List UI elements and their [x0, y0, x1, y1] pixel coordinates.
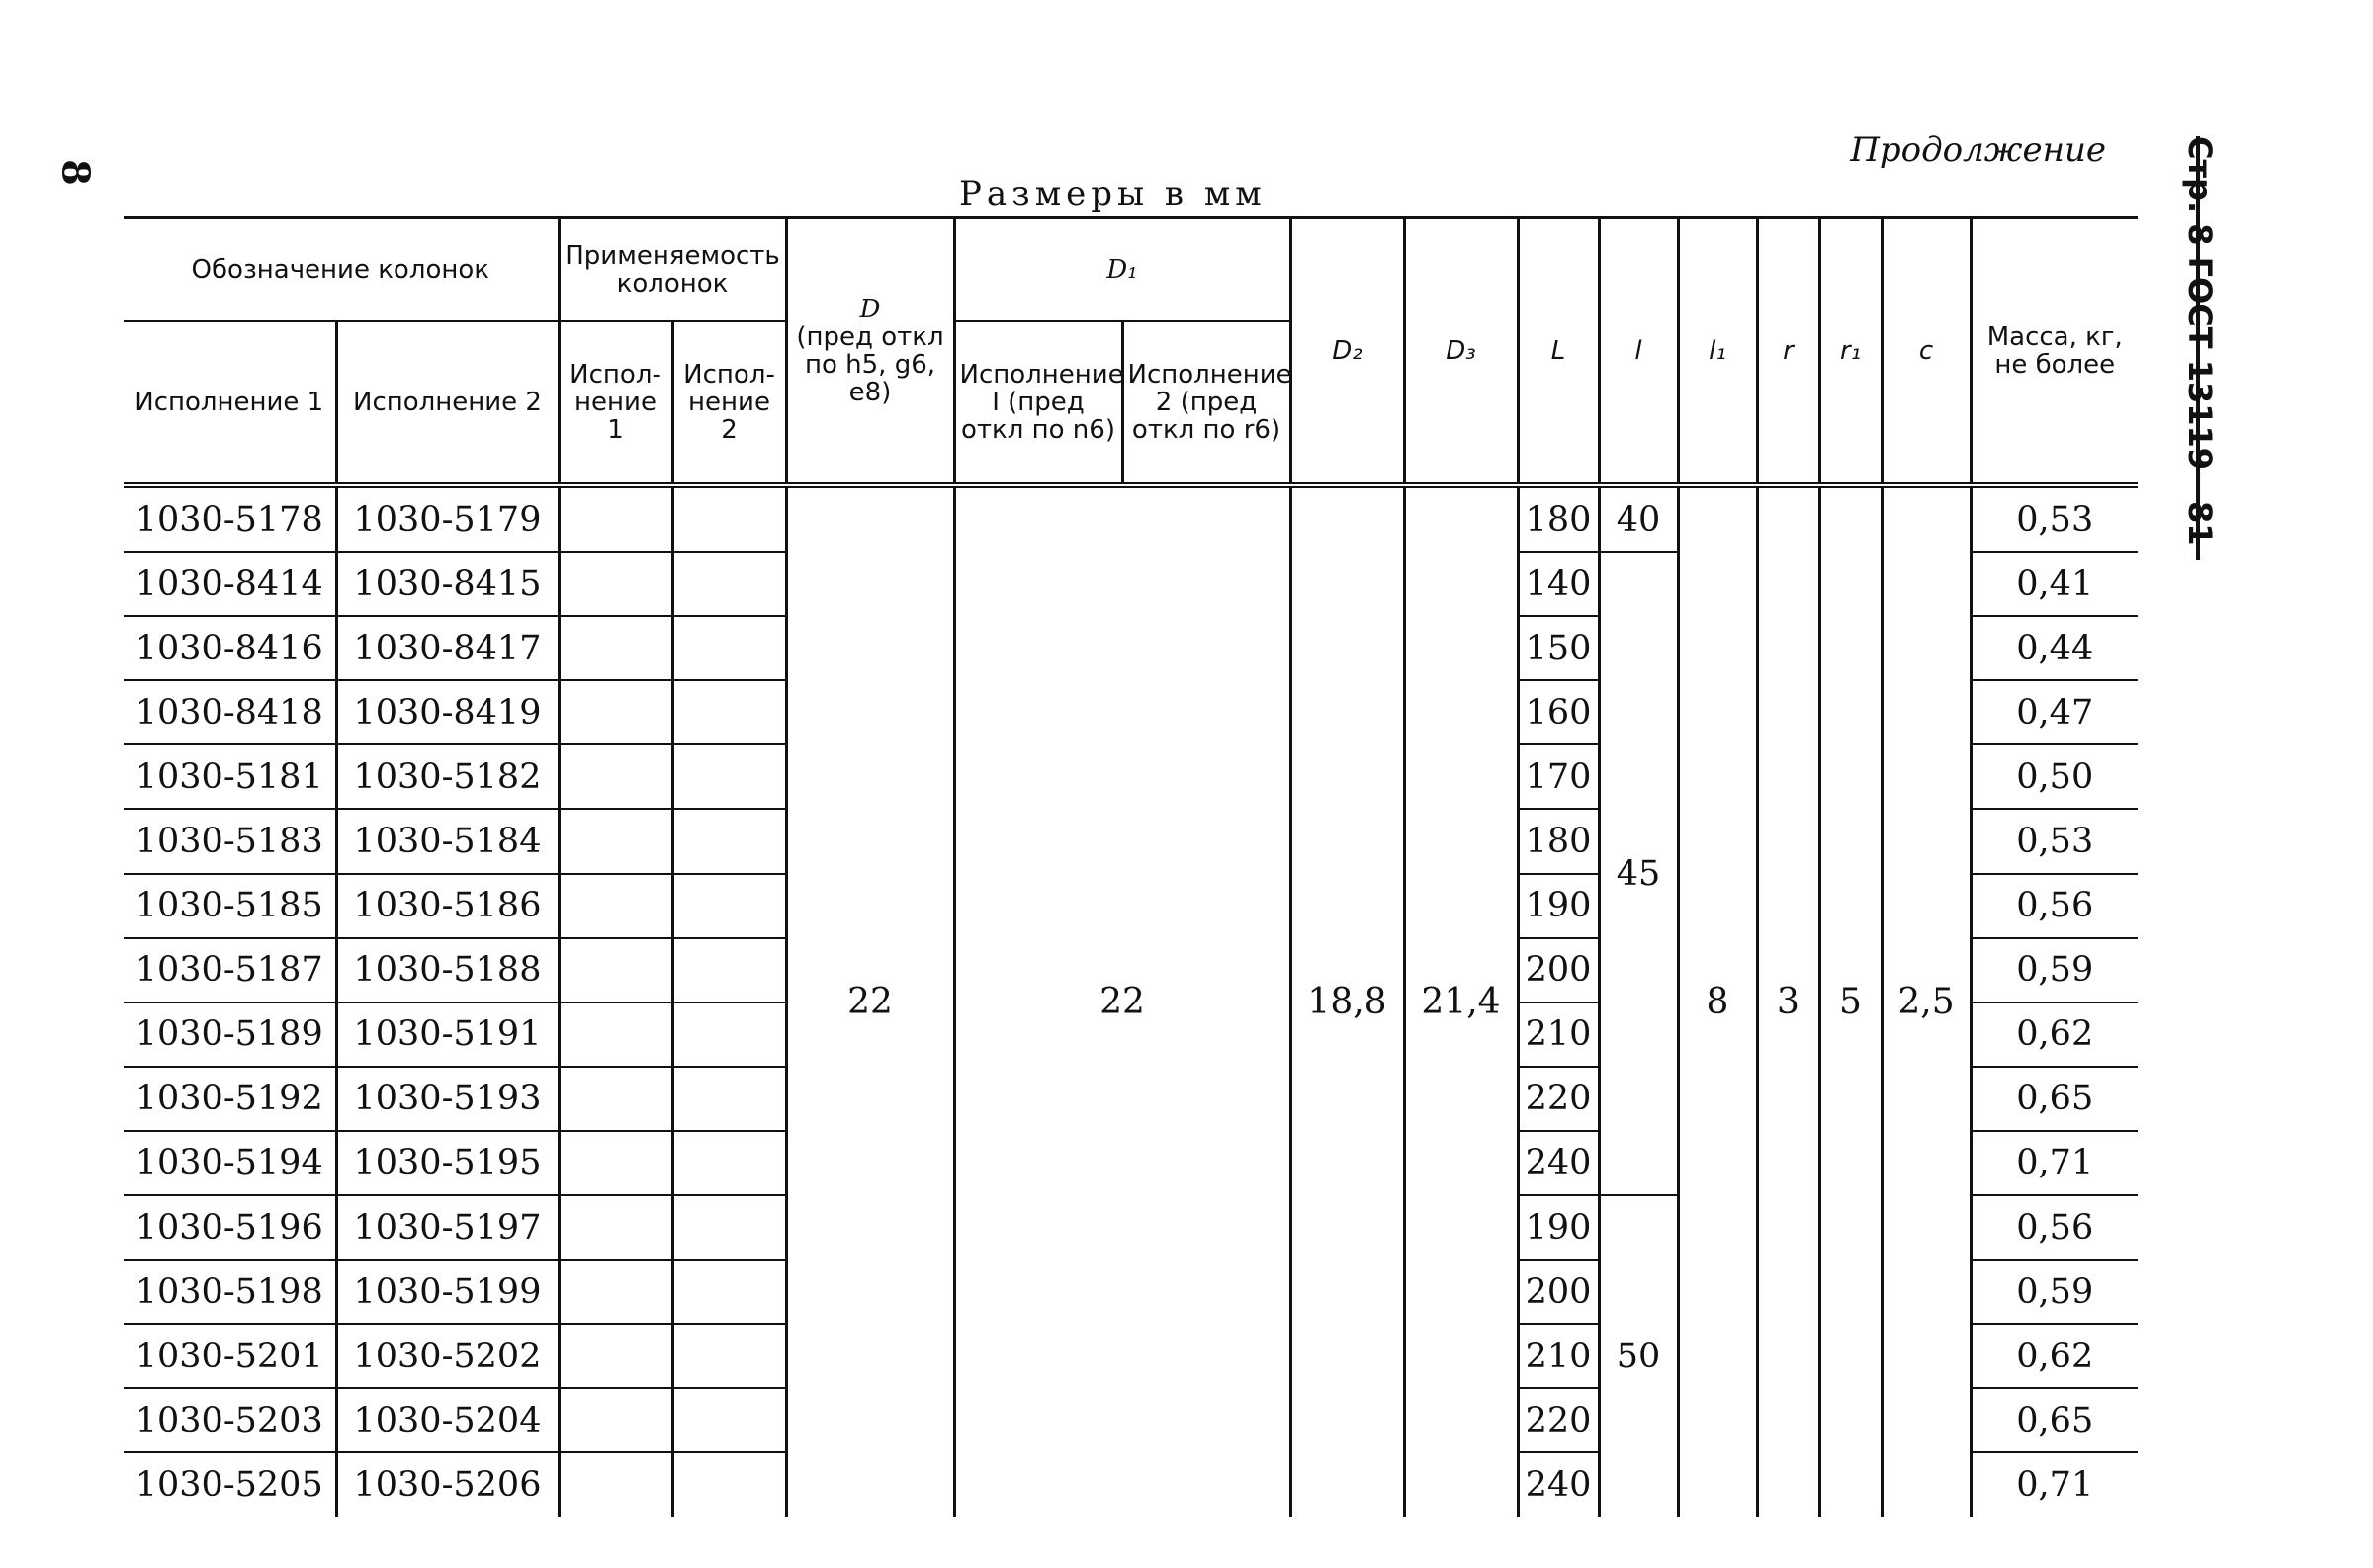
applicability-version-1: [559, 874, 672, 938]
cell-L: 240: [1518, 1452, 1599, 1516]
designation-version-2: 1030-5193: [336, 1067, 559, 1131]
cell-L: 170: [1518, 744, 1599, 809]
designation-version-1: 1030-8414: [124, 552, 336, 616]
cell-mass: 0,53: [1971, 809, 2138, 873]
page-number: 8: [53, 159, 99, 186]
cell-mass: 0,53: [1971, 485, 2138, 552]
cell-mass: 0,71: [1971, 1452, 2138, 1516]
cell-L: 160: [1518, 680, 1599, 744]
designation-version-2: 1030-5202: [336, 1324, 559, 1388]
cell-mass: 0,56: [1971, 1195, 2138, 1260]
cell-mass: 0,59: [1971, 938, 2138, 1002]
cell-r1: 5: [1819, 485, 1882, 1517]
applicability-version-2: [672, 1388, 786, 1452]
designation-version-2: 1030-5179: [336, 485, 559, 552]
cell-mass: 0,50: [1971, 744, 2138, 809]
cell-mass: 0,59: [1971, 1260, 2138, 1324]
applicability-version-1: [559, 680, 672, 744]
applicability-version-2: [672, 744, 786, 809]
applicability-version-1: [559, 1260, 672, 1324]
units-label: Размеры в мм: [959, 174, 1267, 214]
header-D1-version-2: Исполнение 2 (пред откл по r6): [1122, 321, 1290, 485]
cell-L: 200: [1518, 1260, 1599, 1324]
applicability-version-1: [559, 1067, 672, 1131]
designation-version-1: 1030-5194: [124, 1131, 336, 1195]
applicability-version-2: [672, 1195, 786, 1260]
applicability-version-1: [559, 1388, 672, 1452]
designation-version-1: 1030-5183: [124, 809, 336, 873]
specification-table: [124, 219, 2138, 1517]
applicability-version-1: [559, 1452, 672, 1516]
designation-version-1: 1030-5181: [124, 744, 336, 809]
applicability-version-1: [559, 809, 672, 873]
header-D2: D₂: [1290, 219, 1404, 485]
designation-version-2: 1030-5191: [336, 1002, 559, 1067]
applicability-version-2: [672, 485, 786, 552]
header-applicability: Применяемость колонок: [559, 219, 786, 321]
cell-mass: 0,41: [1971, 552, 2138, 616]
applicability-version-1: [559, 616, 672, 680]
cell-L: 180: [1518, 485, 1599, 552]
applicability-version-1: [559, 1002, 672, 1067]
continued-label: Продолжение: [1850, 131, 2106, 170]
applicability-version-2: [672, 874, 786, 938]
cell-mass: 0,71: [1971, 1131, 2138, 1195]
applicability-version-2: [672, 809, 786, 873]
cell-L: 210: [1518, 1324, 1599, 1388]
cell-mass: 0,65: [1971, 1067, 2138, 1131]
cell-mass: 0,62: [1971, 1324, 2138, 1388]
designation-version-2: 1030-8419: [336, 680, 559, 744]
applicability-version-1: [559, 552, 672, 616]
cell-r: 3: [1757, 485, 1819, 1517]
applicability-version-2: [672, 552, 786, 616]
applicability-version-2: [672, 1067, 786, 1131]
designation-version-2: 1030-5182: [336, 744, 559, 809]
applicability-version-2: [672, 1002, 786, 1067]
cell-l-group: 45: [1599, 552, 1678, 1195]
header-D-symbol: D: [859, 294, 881, 324]
designation-version-2: 1030-5195: [336, 1131, 559, 1195]
header-designation: Обозначение колонок: [191, 254, 489, 285]
designation-version-2: 1030-5197: [336, 1195, 559, 1260]
cell-L: 190: [1518, 1195, 1599, 1260]
applicability-version-2: [672, 938, 786, 1002]
cell-mass: 0,44: [1971, 616, 2138, 680]
applicability-version-2: [672, 1452, 786, 1516]
side-header: [2181, 136, 2219, 562]
header-D3: D₃: [1404, 219, 1518, 485]
designation-version-1: 1030-5201: [124, 1324, 336, 1388]
header-D1-version-1: Исполнение I (пред откл по n6): [954, 321, 1122, 485]
applicability-version-1: [559, 938, 672, 1002]
cell-L: 210: [1518, 1002, 1599, 1067]
designation-version-2: 1030-8415: [336, 552, 559, 616]
designation-version-1: 1030-5203: [124, 1388, 336, 1452]
designation-version-2: 1030-5199: [336, 1260, 559, 1324]
designation-version-1: 1030-5205: [134, 1464, 323, 1505]
designation-version-1: 1030-5185: [124, 874, 336, 938]
cell-l-group: 40: [1599, 485, 1678, 552]
designation-version-1: 1030-8418: [124, 680, 336, 744]
table-header: [124, 219, 2138, 485]
cell-D3: 21,4: [1404, 485, 1518, 1517]
header-L: L: [1518, 219, 1599, 485]
applicability-version-2: [672, 616, 786, 680]
cell-mass: 0,62: [1971, 1002, 2138, 1067]
header-app-version-2: Испол-нение 2: [672, 321, 786, 485]
header-D-note: (пред откл по h5, g6, e8): [796, 321, 944, 408]
cell-D2: 18,8: [1290, 485, 1404, 1517]
cell-L: 190: [1518, 874, 1599, 938]
designation-version-2: 1030-5184: [336, 809, 559, 873]
header-D: [786, 219, 954, 485]
header-mass: Масса, кг, не более: [1971, 219, 2138, 485]
header-l: l: [1599, 219, 1678, 485]
side-label: Стр. 8 ГОСТ 13119—81: [2181, 136, 2219, 546]
designation-version-1: 1030-5187: [124, 938, 336, 1002]
applicability-version-1: [559, 485, 672, 552]
designation-version-2: 1030-5186: [336, 874, 559, 938]
header-c: c: [1882, 219, 1971, 485]
applicability-version-1: [559, 1324, 672, 1388]
designation-version-2: 1030-5204: [336, 1388, 559, 1452]
cell-l1: 8: [1678, 485, 1757, 1517]
table-row: [124, 485, 2138, 552]
designation-version-1: 1030-5198: [124, 1260, 336, 1324]
applicability-version-2: [672, 1324, 786, 1388]
applicability-version-1: [559, 1195, 672, 1260]
designation-version-2: 1030-8417: [336, 616, 559, 680]
designation-version-1: 1030-5196: [124, 1195, 336, 1260]
header-version-1: Исполнение 1: [124, 321, 336, 485]
cell-L: 240: [1518, 1131, 1599, 1195]
header-app-version-1: Испол-нение 1: [559, 321, 672, 485]
designation-version-2: 1030-5188: [336, 938, 559, 1002]
designation-version-1: 1030-5178: [124, 485, 336, 552]
header-D1: [954, 219, 1290, 321]
applicability-version-2: [672, 1131, 786, 1195]
cell-L: 220: [1518, 1388, 1599, 1452]
designation-version-1: 1030-5189: [124, 1002, 336, 1067]
cell-mass: 0,47: [1971, 680, 2138, 744]
designation-version-2: 1030-5206: [336, 1452, 559, 1516]
designation-version-1: 1030-8416: [124, 616, 336, 680]
cell-c: 2,5: [1882, 485, 1971, 1517]
cell-l-group: 50: [1599, 1195, 1678, 1516]
header-r: r: [1757, 219, 1819, 485]
applicability-version-2: [672, 680, 786, 744]
applicability-version-2: [672, 1260, 786, 1324]
header-r1: r₁: [1819, 219, 1882, 485]
cell-D: 22: [786, 485, 954, 1517]
cell-L: 220: [1518, 1067, 1599, 1131]
cell-D1: 22: [954, 485, 1290, 1517]
header-D1-symbol: D₁: [1106, 254, 1138, 285]
cell-mass: 0,65: [1971, 1388, 2138, 1452]
cell-mass: 0,56: [1971, 874, 2138, 938]
header-l1: l₁: [1678, 219, 1757, 485]
designation-version-1: 1030-5192: [124, 1067, 336, 1131]
cell-L: 180: [1518, 809, 1599, 873]
cell-L: 150: [1518, 616, 1599, 680]
header-version-2: Исполнение 2: [336, 321, 559, 485]
applicability-version-1: [559, 744, 672, 809]
cell-L: 200: [1518, 938, 1599, 1002]
table-body: [124, 485, 2138, 1517]
cell-L: 140: [1518, 552, 1599, 616]
applicability-version-1: [559, 1131, 672, 1195]
